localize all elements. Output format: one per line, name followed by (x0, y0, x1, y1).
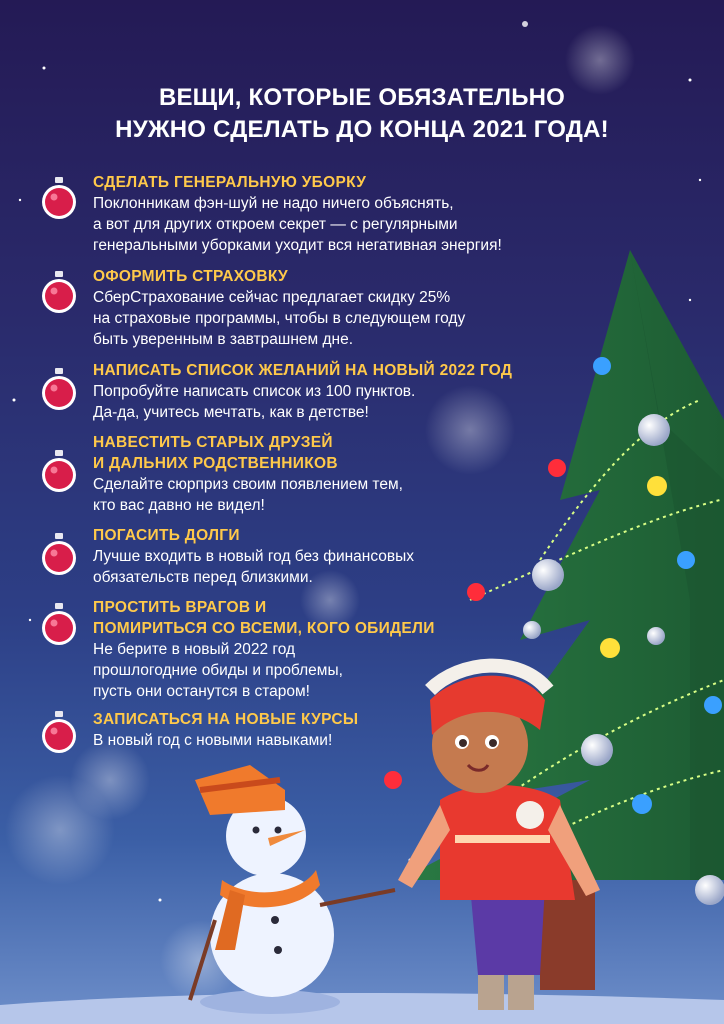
list-item-text (93, 474, 640, 516)
list-item (40, 360, 640, 432)
list-item (40, 709, 640, 759)
list-item (40, 597, 640, 709)
list-item-text-line: Лучше входить в новый год без финансовых (93, 548, 415, 565)
christmas-ornament-icon (40, 448, 78, 494)
list-item-title (93, 360, 640, 381)
list-item-text (93, 381, 640, 423)
list-item-text-line: генеральными уборками уходит вся негативная энергия! (93, 237, 502, 254)
todo-list (40, 172, 640, 759)
list-item-text-line: а вот для других откроем секрет — с регулярными (93, 216, 458, 233)
list-item-text-line: быть уверенным в завтрашнем дне. (93, 331, 354, 348)
list-item-text-line: кто вас давно не видел! (93, 497, 265, 514)
list-item (40, 525, 640, 597)
page-title-line: НУЖНО СДЕЛАТЬ ДО КОНЦА 2021 ГОДА! (115, 116, 609, 143)
christmas-ornament-icon (40, 709, 78, 755)
list-item-text-line: СберСтрахование сейчас предлагает скидку 25% (93, 289, 451, 306)
christmas-ornament-icon (40, 531, 78, 577)
list-item-title-line: СДЕЛАТЬ ГЕНЕРАЛЬНУЮ УБОРКУ (93, 174, 367, 191)
list-item-title-line: ЗАПИСАТЬСЯ НА НОВЫЕ КУРСЫ (93, 711, 359, 728)
list-item-title-line: ПОМИРИТЬСЯ СО ВСЕМИ, КОГО ОБИДЕЛИ (93, 620, 435, 637)
list-item-title-line: И ДАЛЬНИХ РОДСТВЕННИКОВ (93, 455, 338, 472)
list-item (40, 172, 640, 266)
list-item-title-line: ОФОРМИТЬ СТРАХОВКУ (93, 268, 288, 285)
list-item-text (93, 639, 640, 702)
list-item-text-line: В новый год с новыми навыками! (93, 732, 333, 749)
list-item-title (93, 266, 640, 287)
snow-ground (0, 993, 724, 1024)
list-item-text-line: Сделайте сюрприз своим появлением тем, (93, 476, 403, 493)
christmas-ornament-icon (40, 269, 78, 315)
list-item-text (93, 730, 640, 751)
list-item-text (93, 546, 640, 588)
list-item-text-line: Поклонникам фэн-шуй не надо ничего объяснять, (93, 195, 454, 212)
list-item-title (93, 172, 640, 193)
list-item-text-line: пусть они останутся в старом! (93, 683, 310, 700)
list-item-title (93, 709, 640, 730)
list-item-text-line: Да-да, учитесь мечтать, как в детстве! (93, 404, 369, 421)
list-item-text-line: Не берите в новый 2022 год (93, 641, 296, 658)
christmas-ornament-icon (40, 366, 78, 412)
list-item-title (93, 597, 640, 639)
list-item-title-line: ПРОСТИТЬ ВРАГОВ И (93, 599, 267, 616)
list-item-text-line: прошлогодние обиды и проблемы, (93, 662, 343, 679)
page-title-line: ВЕЩИ, КОТОРЫЕ ОБЯЗАТЕЛЬНО (158, 84, 566, 111)
list-item-text-line: на страховые программы, чтобы в следующем году (93, 310, 466, 327)
list-item-text-line: обязательств перед близкими. (93, 569, 313, 586)
list-item-title (93, 432, 640, 474)
list-item-text (93, 193, 640, 256)
christmas-ornament-icon (40, 175, 78, 221)
list-item (40, 266, 640, 360)
list-item (40, 432, 640, 525)
list-item-title-line: ПОГАСИТЬ ДОЛГИ (93, 527, 240, 544)
christmas-ornament-icon (40, 601, 78, 647)
list-item-title-line: НАВЕСТИТЬ СТАРЫХ ДРУЗЕЙ (93, 434, 333, 451)
list-item-text (93, 287, 640, 350)
list-item-text-line: Попробуйте написать список из 100 пунктов. (93, 383, 416, 400)
list-item-title (93, 525, 640, 546)
list-item-title-line: НАПИСАТЬ СПИСОК ЖЕЛАНИЙ НА НОВЫЙ 2022 ГОД (93, 362, 513, 379)
page-title (0, 82, 724, 146)
